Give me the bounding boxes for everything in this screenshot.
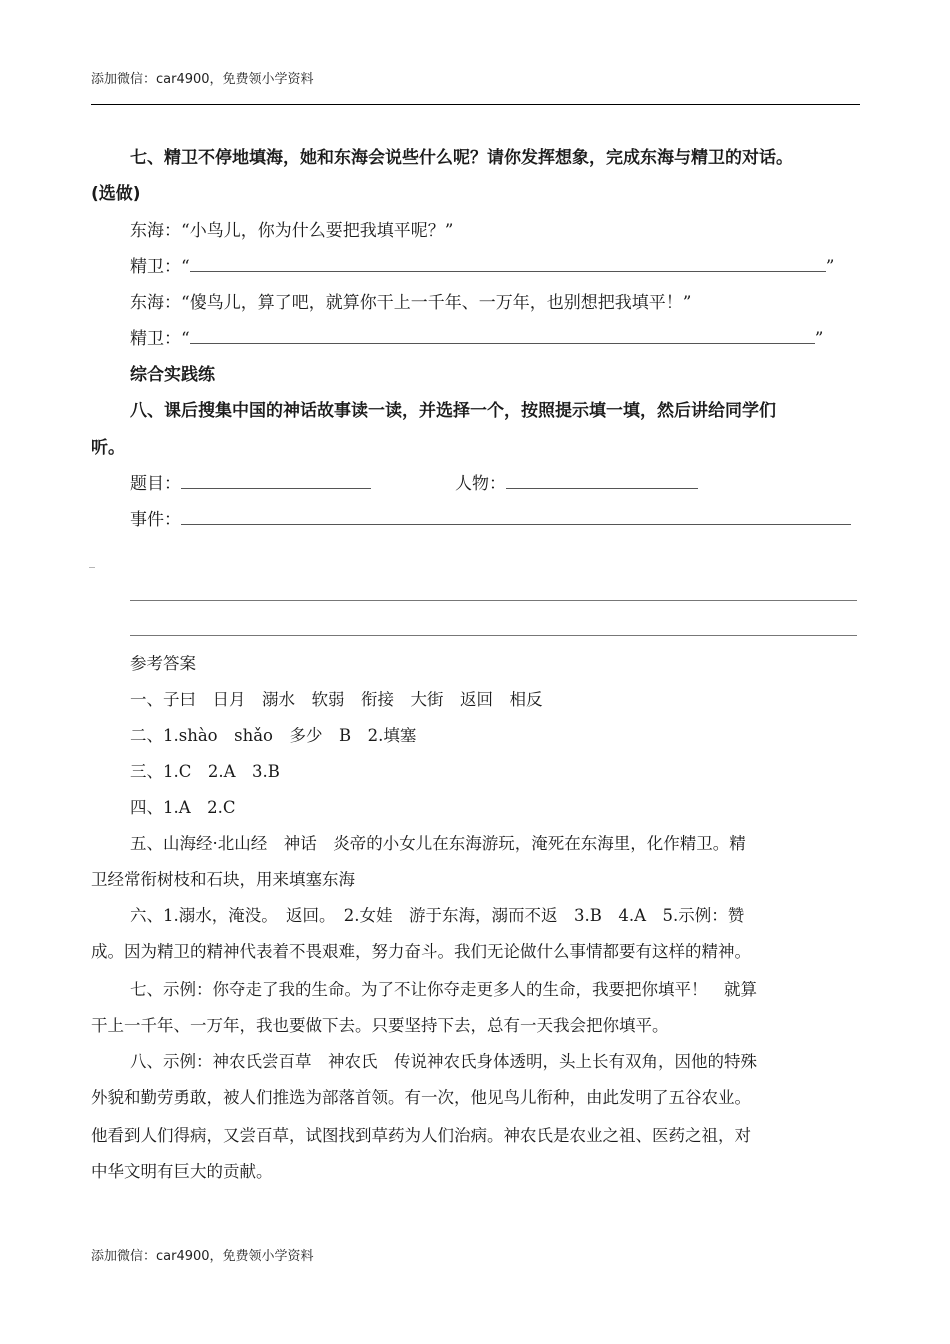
answer-4: 四、1.A 2.C [130, 798, 236, 817]
closing-quote: ” [825, 257, 835, 277]
q8-person-row [455, 473, 698, 495]
answer-2: 二、1.shào shǎo 多少 B 2.填塞 [130, 726, 417, 745]
writing-line-1[interactable] [130, 600, 857, 601]
speaker-label: 精卫：“ [130, 257, 190, 277]
answers-heading: 参考答案 [130, 654, 196, 673]
q8-title-row [130, 473, 371, 495]
answer-6-line-2: 成。因为精卫的精神代表着不畏艰难，努力奋斗。我们无论做什么事情都要有这样的精神。 [91, 942, 751, 961]
answer-5-line-2: 卫经常衔树枝和石块，用来填塞东海 [91, 870, 355, 889]
page-header: 添加微信：car4900，免费领小学资料 [91, 72, 314, 87]
speaker-label: 精卫：“ [130, 329, 190, 349]
section-title: 综合实践练 [130, 365, 215, 385]
q8-line-2: 听。 [91, 438, 125, 458]
person-label: 人物： [455, 474, 506, 494]
q7-dialogue-jingwei-1 [130, 256, 834, 278]
writing-line-2[interactable] [130, 635, 857, 636]
answer-8-line-2: 外貌和勤劳勇敢，被人们推选为部落首领。有一次，他见鸟儿衔种，由此发明了五谷农业。 [91, 1088, 751, 1107]
answer-7-line-1: 七、示例：你夺走了我的生命。为了不让你夺走更多人的生命，我要把你填平！ 就算 [130, 980, 757, 999]
person-blank[interactable] [506, 474, 698, 489]
q7-dialogue-donghai-2: 东海：“傻鸟儿，算了吧，就算你干上一千年、一万年，也别想把我填平！” [130, 293, 692, 313]
closing-quote: ” [814, 329, 824, 349]
answer-8-line-3: 他看到人们得病，又尝百草，试图找到草药为人们治病。神农氏是农业之祖、医药之祖，对 [91, 1126, 751, 1145]
q7-dialogue-jingwei-2 [130, 328, 823, 350]
event-label: 事件： [130, 510, 181, 530]
stray-underscore: _ [89, 554, 95, 568]
title-blank[interactable] [181, 474, 371, 489]
q8-line-1: 八、课后搜集中国的神话故事读一读，并选择一个，按照提示填一填，然后讲给同学们 [130, 401, 776, 421]
q7-dialogue-donghai-1: 东海：“小鸟儿，你为什么要把我填平呢？” [130, 221, 454, 241]
q7-line-2: (选做) [91, 184, 141, 204]
answer-blank[interactable] [190, 257, 826, 272]
header-divider [91, 104, 860, 105]
answer-3: 三、1.C 2.A 3.B [130, 762, 280, 781]
title-label: 题目： [130, 474, 181, 494]
answer-6-line-1: 六、1.溺水，淹没。 返回。 2.女娃 游于东海，溺而不返 3.B 4.A 5.示例：赞 [130, 906, 745, 925]
q8-event-row [130, 509, 851, 531]
page-footer: 添加微信：car4900，免费领小学资料 [91, 1249, 314, 1264]
event-blank[interactable] [181, 510, 851, 525]
answer-8-line-1: 八、示例：神农氏尝百草 神农氏 传说神农氏身体透明，头上长有双角，因他的特殊 [130, 1052, 757, 1071]
answer-5-line-1: 五、山海经·北山经 神话 炎帝的小女儿在东海游玩，淹死在东海里，化作精卫。精 [130, 834, 746, 853]
answer-1: 一、子曰 日月 溺水 软弱 衔接 大街 返回 相反 [130, 690, 543, 709]
q7-line-1: 七、精卫不停地填海，她和东海会说些什么呢？请你发挥想象，完成东海与精卫的对话。 [130, 148, 793, 168]
answer-8-line-4: 中华文明有巨大的贡献。 [91, 1162, 273, 1181]
answer-blank[interactable] [190, 329, 815, 344]
answer-7-line-2: 干上一千年、一万年，我也要做下去。只要坚持下去，总有一天我会把你填平。 [91, 1016, 669, 1035]
